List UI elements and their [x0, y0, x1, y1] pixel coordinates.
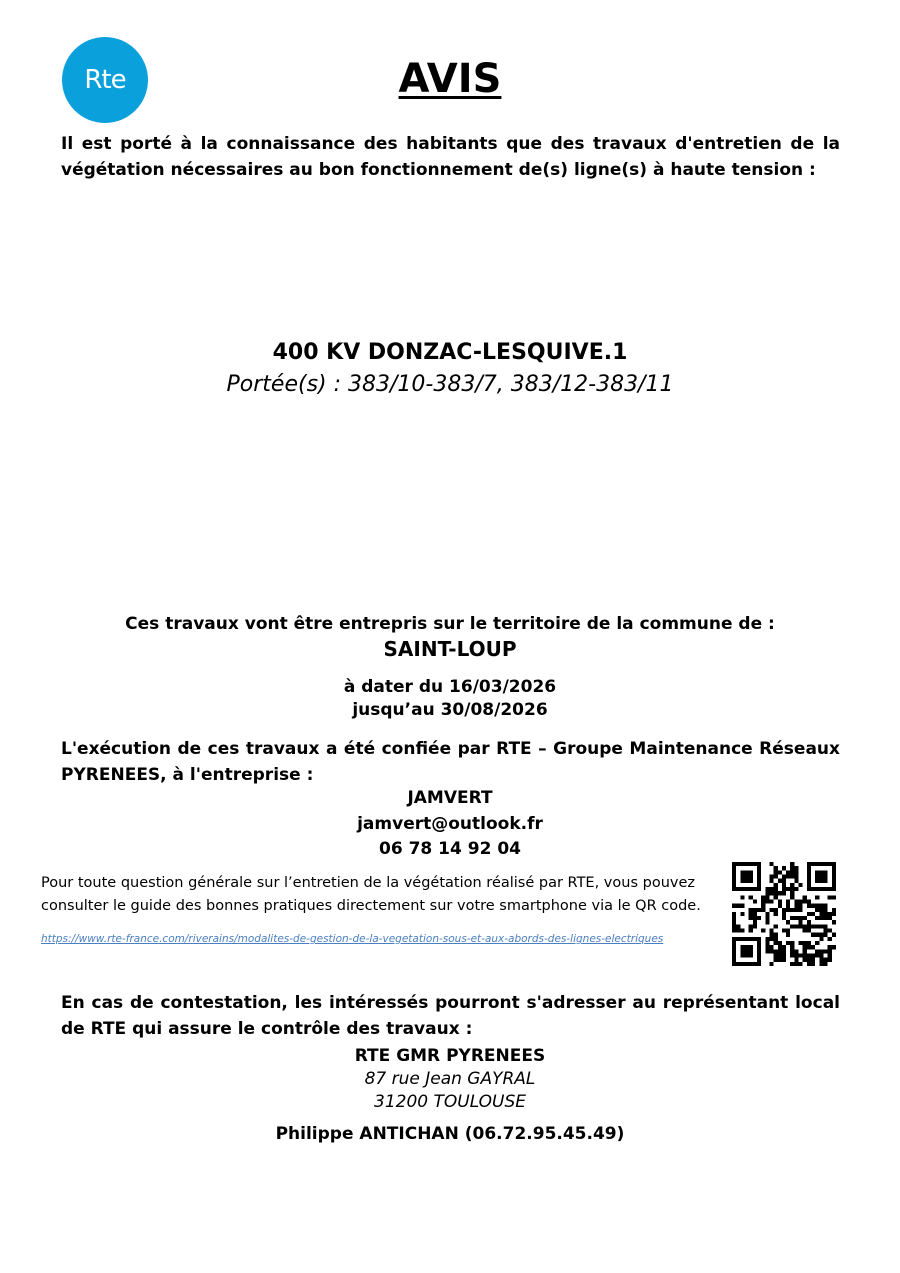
- start-date: à dater du 16/03/2026: [343, 677, 557, 697]
- company-name: JAMVERT: [407, 788, 493, 808]
- guide-link[interactable]: https://www.rte-france.com/riverains/modalites-de-gestion-de-la-vegetation-sous-et-aux-abords-des-lignes-electriques: [41, 933, 664, 945]
- end-date: jusqu’au 30/08/2026: [352, 700, 548, 720]
- representative-street: 87 rue Jean GAYRAL: [364, 1069, 536, 1089]
- general-info-text: Pour toute question générale sur l’entretien de la végétation réalisé par RTE, vous pouvez consulter le guide des bonnes pratiques directement sur votre smartphone via le QR code.: [41, 875, 701, 914]
- logo-text: Rte: [84, 65, 126, 95]
- contest-paragraph: En cas de contestation, les intéressés pourront s'adresser au représentant local de RTE qui assure le contrôle des travaux :: [61, 993, 840, 1039]
- representative-city: 31200 TOULOUSE: [374, 1092, 526, 1112]
- representative-contact: Philippe ANTICHAN (06.72.95.45.49): [275, 1124, 625, 1144]
- power-line-spans: Portée(s) : 383/10-383/7, 383/12-383/11: [226, 372, 674, 397]
- power-line-name: 400 KV DONZAC-LESQUIVE.1: [272, 340, 628, 365]
- company-phone: 06 78 14 92 04: [379, 839, 521, 859]
- page-title: AVIS: [398, 56, 502, 102]
- commune-name: SAINT-LOUP: [383, 637, 517, 661]
- execution-paragraph: L'exécution de ces travaux a été confiée par RTE – Groupe Maintenance Réseaux PYRENEES, à l'entreprise :: [61, 739, 840, 785]
- company-email: jamvert@outlook.fr: [357, 814, 543, 834]
- territory-text: Ces travaux vont être entrepris sur le territoire de la commune de :: [125, 614, 775, 634]
- qr-code-icon: [732, 862, 836, 966]
- representative-name: RTE GMR PYRENEES: [354, 1046, 546, 1066]
- intro-paragraph: Il est porté à la connaissance des habitants que des travaux d'entretien de la végétation nécessaires au bon fonctionnement de(s) ligne(s) à haute tension :: [61, 134, 840, 180]
